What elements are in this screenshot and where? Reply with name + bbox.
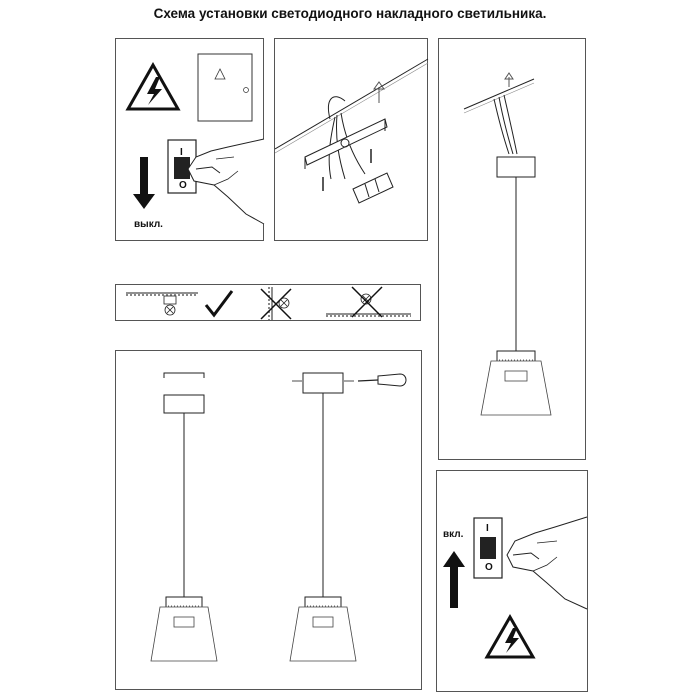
hand-icon bbox=[188, 139, 264, 224]
allowed-mounting-icon bbox=[126, 293, 198, 315]
warning-triangle-icon bbox=[487, 617, 533, 657]
electric-box-icon bbox=[198, 54, 252, 121]
lamp-shade bbox=[481, 351, 551, 415]
hand-icon bbox=[507, 517, 587, 609]
switch-i-label: I bbox=[486, 523, 489, 534]
panel-switch-off bbox=[115, 38, 264, 241]
panel-bracket-mounting bbox=[274, 38, 428, 241]
up-arrow-icon bbox=[505, 73, 513, 87]
wall-mounting-forbidden-icon bbox=[261, 287, 291, 320]
switch-off-label: выкл. bbox=[134, 219, 163, 230]
up-arrow-icon bbox=[374, 82, 384, 103]
left-lamp bbox=[151, 373, 217, 661]
terminal-block-icon bbox=[353, 173, 393, 203]
panel-lamp-installed bbox=[438, 38, 586, 460]
page-title: Схема установки светодиодного накладного светильника. bbox=[153, 6, 547, 21]
switch-on-label: вкл. bbox=[443, 529, 464, 540]
switch-o-label: O bbox=[485, 562, 493, 573]
right-lamp bbox=[290, 373, 356, 661]
ceiling-line bbox=[464, 79, 534, 113]
wires-from-ceiling bbox=[494, 95, 517, 154]
up-arrow-icon bbox=[443, 551, 465, 608]
mounting-bracket bbox=[305, 119, 387, 169]
panel-lamp-assembly bbox=[115, 350, 422, 690]
panel-switch-on bbox=[436, 470, 588, 692]
screwdriver-icon bbox=[358, 374, 406, 386]
switch-o-label: O bbox=[179, 180, 187, 191]
floor-mounting-forbidden-icon bbox=[326, 287, 411, 317]
check-mark-icon bbox=[206, 291, 232, 315]
down-arrow-icon bbox=[133, 157, 155, 209]
warning-triangle-icon bbox=[128, 65, 178, 109]
ceiling-canopy bbox=[497, 157, 535, 177]
panel-mounting-surface bbox=[115, 284, 421, 321]
switch-i-label: I bbox=[180, 147, 183, 158]
